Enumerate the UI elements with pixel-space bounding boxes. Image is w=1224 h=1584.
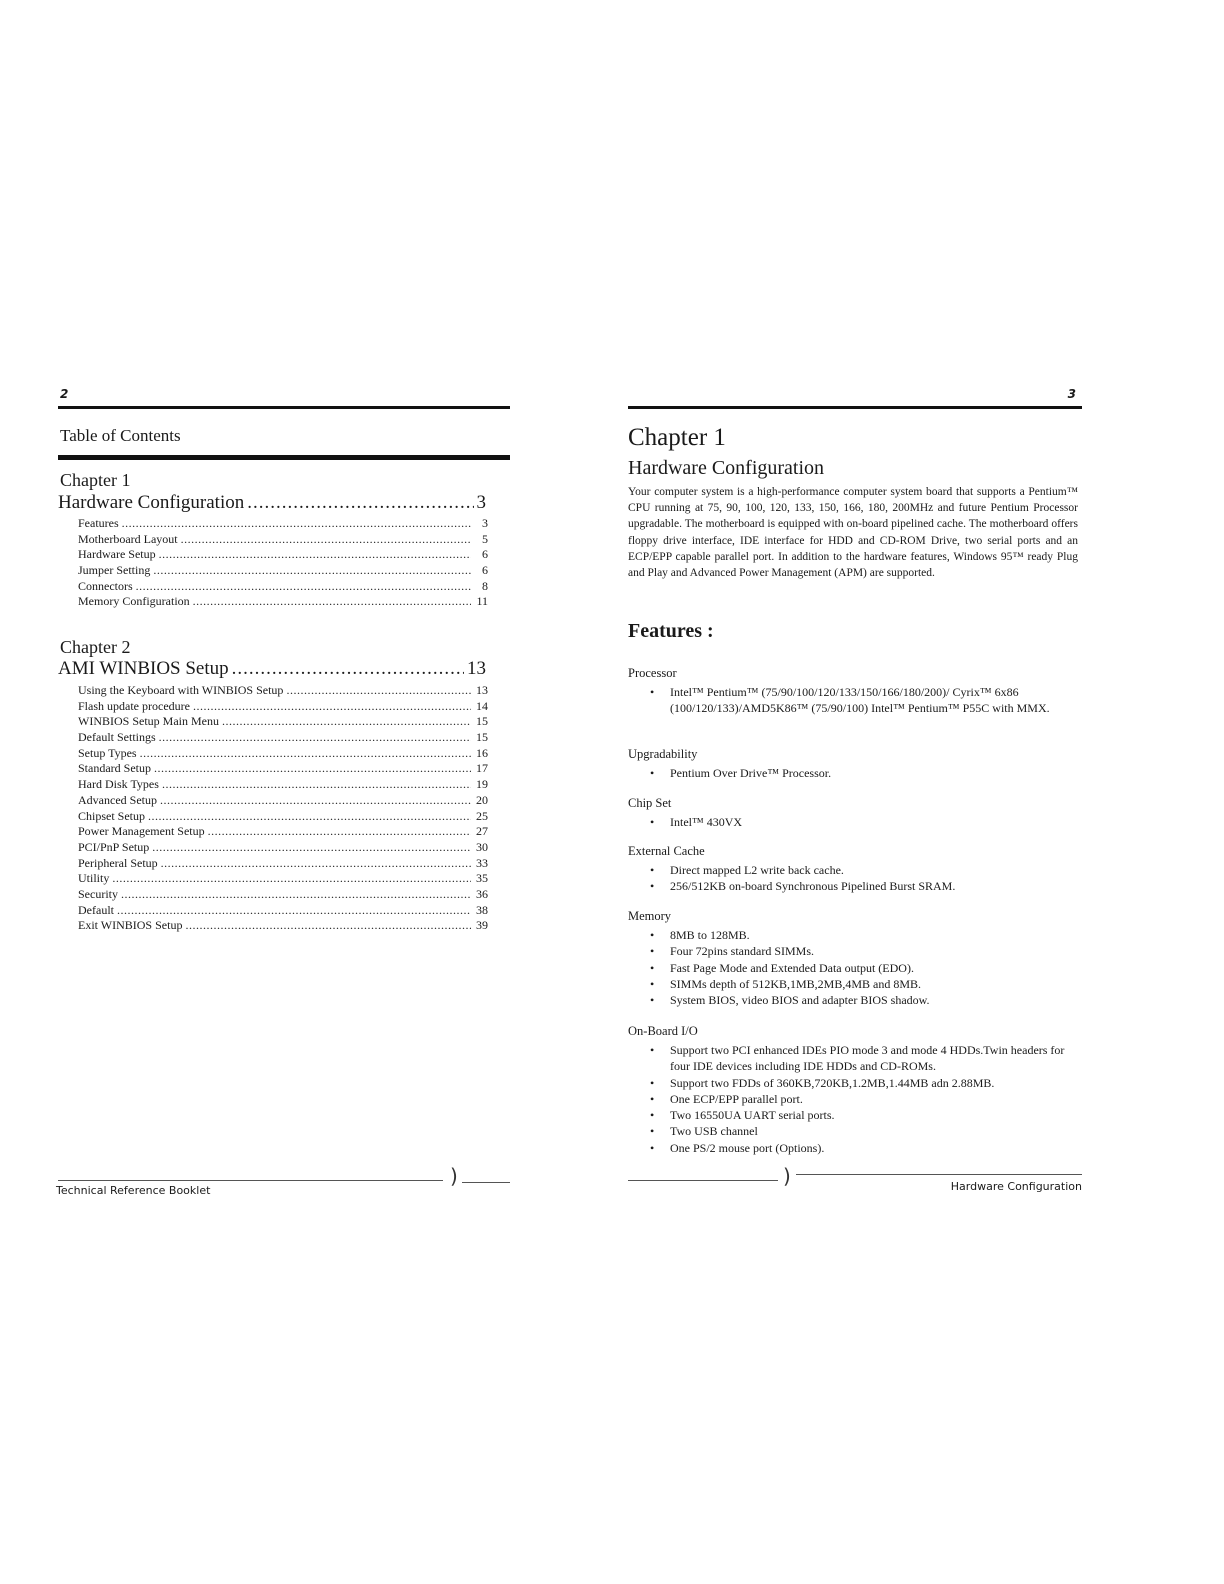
bullet-icon: • bbox=[650, 815, 655, 829]
toc-entry-page: 25 bbox=[476, 808, 488, 823]
intro-paragraph: Your computer system is a high-performance computer system board that supports a Pentium™ CPU running at 75, 90, 100, 120, 133, 150, 166, 180, 200MHz and future Pentium Processor upgradable. The motherboard is equipped with on-board pipelined cache. The motherboard offers floppy drive interface, IDE interface for HDD and CD-ROM Drive, two serial ports and an ECP/EPP capable parallel port. In addition to the hardware features, Windows 95™ ready Plug and Play and Advanced Power Management (APM) are supported. bbox=[628, 486, 1078, 580]
toc-entry-page: 6 bbox=[482, 563, 488, 578]
leader-dots bbox=[112, 871, 471, 886]
toc-entry-page: 33 bbox=[476, 855, 488, 870]
toc-entry-title: Default Settings bbox=[78, 730, 156, 745]
bullet-icon: • bbox=[650, 879, 655, 894]
toc-entry bbox=[78, 683, 488, 699]
bullet-icon: • bbox=[650, 1091, 655, 1106]
feature-item-text: Fast Page Mode and Extended Data output (EDO). bbox=[670, 960, 914, 975]
feature-item-text: Two 16550UA UART serial ports. bbox=[670, 1108, 835, 1123]
footer bbox=[56, 1164, 510, 1202]
feature-item bbox=[650, 1107, 1082, 1123]
toc-entry-title: Hard Disk Types bbox=[78, 777, 159, 792]
toc-entry bbox=[78, 809, 488, 825]
footer bbox=[628, 1164, 1082, 1193]
feature-item bbox=[650, 960, 1082, 976]
toc-entry-page: 27 bbox=[476, 824, 488, 839]
bullet-icon: • bbox=[650, 863, 655, 877]
feature-list bbox=[628, 814, 1082, 830]
leader-dots bbox=[121, 887, 471, 902]
toc-entry bbox=[78, 714, 488, 730]
features-heading: Features : bbox=[628, 620, 714, 642]
toc-entry-title: Hardware Setup bbox=[78, 547, 156, 562]
feature-group-title: On-Board I/O bbox=[628, 1024, 698, 1038]
feature-item bbox=[650, 1123, 1082, 1139]
toc-entry-title: Exit WINBIOS Setup bbox=[78, 918, 183, 933]
leader-dots bbox=[222, 714, 471, 729]
toc-chapter1-page: 3 bbox=[476, 492, 486, 513]
toc-entry bbox=[78, 840, 488, 856]
chapter2-label: Chapter 2 bbox=[60, 637, 131, 657]
feature-item-text: Two USB channel bbox=[670, 1124, 758, 1139]
toc-chapter1-heading bbox=[58, 492, 486, 514]
feature-list bbox=[628, 765, 1082, 781]
toc-title-rule bbox=[58, 455, 510, 460]
toc-chapter1-list bbox=[78, 516, 488, 610]
feature-item bbox=[650, 1091, 1082, 1107]
toc-entry bbox=[78, 918, 488, 934]
bullet-icon: • bbox=[650, 1124, 655, 1139]
leader-dots bbox=[140, 746, 471, 761]
bullet-icon: • bbox=[650, 976, 655, 991]
toc-entry-page: 15 bbox=[476, 730, 488, 745]
toc-entry-title: Features bbox=[78, 516, 119, 530]
toc-entry-title: Setup Types bbox=[78, 745, 137, 760]
feature-item bbox=[650, 1042, 1082, 1075]
toc-entry-page: 15 bbox=[476, 714, 488, 729]
feature-group bbox=[628, 666, 1082, 717]
toc-entry bbox=[78, 903, 488, 919]
bullet-icon: • bbox=[650, 960, 655, 975]
toc-entry bbox=[78, 824, 488, 840]
toc-entry bbox=[78, 594, 488, 610]
toc-entry bbox=[78, 730, 488, 746]
toc-entry-page: 36 bbox=[476, 886, 488, 901]
toc-entry bbox=[78, 563, 488, 579]
toc-entry-title: Default bbox=[78, 902, 114, 917]
footer-rule bbox=[796, 1174, 1082, 1175]
feature-list bbox=[628, 862, 1082, 895]
leader-dots bbox=[160, 793, 471, 808]
footer-rule bbox=[628, 1180, 778, 1181]
header-rule bbox=[628, 406, 1082, 409]
feature-item bbox=[650, 814, 1082, 830]
feature-list bbox=[628, 927, 1082, 1008]
bullet-icon: • bbox=[650, 685, 655, 699]
leader-dots bbox=[247, 492, 473, 514]
feature-item-text: Intel™ Pentium™ (75/90/100/120/133/150/166/180/200)/ Cyrix™ 6x86 (100/120/133)/AMD5K86™ (75/90/100) Intel™ Pentium™ P55C with MMX. bbox=[670, 685, 1050, 716]
toc-chapter1-title: Hardware Configuration bbox=[58, 492, 245, 513]
feature-item bbox=[650, 976, 1082, 992]
feature-group-title: Processor bbox=[628, 666, 677, 680]
feature-group-title: Upgradability bbox=[628, 747, 698, 761]
toc-entry-title: Advanced Setup bbox=[78, 792, 157, 807]
toc-entry-page: 11 bbox=[476, 594, 488, 609]
leader-dots bbox=[152, 840, 471, 855]
feature-item-text: One PS/2 mouse port (Options). bbox=[670, 1140, 825, 1155]
bullet-icon: • bbox=[650, 1075, 655, 1090]
leader-dots bbox=[153, 563, 471, 578]
leader-dots bbox=[162, 777, 471, 792]
toc-entry-page: 17 bbox=[476, 761, 488, 776]
toc-entry-title: Connectors bbox=[78, 578, 133, 593]
feature-item bbox=[650, 927, 1082, 943]
page-number: 3 bbox=[1067, 387, 1076, 401]
toc-entry-title: Memory Configuration bbox=[78, 594, 190, 609]
leader-dots bbox=[185, 918, 471, 933]
page-number: 2 bbox=[60, 387, 69, 401]
toc-entry-title: Using the Keyboard with WINBIOS Setup bbox=[78, 683, 284, 697]
feature-item bbox=[650, 878, 1082, 894]
toc-entry-title: Peripheral Setup bbox=[78, 855, 158, 870]
toc-entry bbox=[78, 699, 488, 715]
leader-dots bbox=[181, 532, 471, 547]
leader-dots bbox=[148, 809, 471, 824]
leader-dots bbox=[154, 761, 471, 776]
bullet-icon: • bbox=[650, 1108, 655, 1123]
feature-item-text: One ECP/EPP parallel port. bbox=[670, 1091, 803, 1106]
feature-item-text: Direct mapped L2 write back cache. bbox=[670, 863, 844, 877]
feature-group bbox=[628, 909, 1082, 1008]
toc-entry bbox=[78, 746, 488, 762]
toc-entry-page: 39 bbox=[476, 918, 488, 933]
feature-group-title: Chip Set bbox=[628, 796, 672, 810]
feature-group-title: Memory bbox=[628, 909, 672, 923]
leader-dots bbox=[117, 903, 471, 918]
feature-item-text: 256/512KB on-board Synchronous Pipelined Burst SRAM. bbox=[670, 879, 956, 894]
bullet-icon: • bbox=[650, 993, 655, 1008]
feature-item-text: Four 72pins standard SIMMs. bbox=[670, 944, 815, 959]
bullet-icon: • bbox=[650, 944, 655, 959]
feature-item-text: 8MB to 128MB. bbox=[670, 928, 750, 942]
feature-item bbox=[650, 862, 1082, 878]
toc-chapter2-list bbox=[78, 683, 488, 934]
toc-entry-page: 6 bbox=[482, 547, 488, 562]
toc-entry-title: PCI/PnP Setup bbox=[78, 839, 150, 854]
toc-chapter2-title: AMI WINBIOS Setup bbox=[58, 658, 229, 679]
feature-item bbox=[650, 992, 1082, 1008]
bullet-icon: • bbox=[650, 766, 655, 780]
feature-item bbox=[650, 684, 1082, 717]
chapter-subtitle: Hardware Configuration bbox=[628, 457, 825, 479]
toc-entry-title: Jumper Setting bbox=[78, 563, 151, 578]
footer-text: Hardware Configuration bbox=[950, 1180, 1082, 1193]
leader-dots bbox=[208, 824, 471, 839]
footer-bracket: ) bbox=[450, 1164, 458, 1188]
toc-entry-page: 20 bbox=[476, 792, 488, 807]
feature-item bbox=[650, 1140, 1082, 1156]
leader-dots bbox=[136, 579, 471, 594]
toc-entry bbox=[78, 516, 488, 532]
toc-entry bbox=[78, 761, 488, 777]
footer-rule bbox=[58, 1180, 443, 1181]
toc-entry-page: 35 bbox=[476, 871, 488, 886]
feature-group-title: External Cache bbox=[628, 844, 705, 858]
leader-dots bbox=[232, 658, 464, 680]
toc-entry-title: Flash update procedure bbox=[78, 698, 190, 713]
toc-entry bbox=[78, 887, 488, 903]
leader-dots bbox=[159, 547, 471, 562]
leader-dots bbox=[122, 516, 471, 531]
feature-item-text: Pentium Over Drive™ Processor. bbox=[670, 766, 832, 780]
feature-item bbox=[650, 943, 1082, 959]
footer-rule bbox=[462, 1182, 510, 1183]
leader-dots bbox=[193, 699, 471, 714]
feature-group bbox=[628, 844, 1082, 895]
toc-entry bbox=[78, 793, 488, 809]
toc-title: Table of Contents bbox=[60, 426, 181, 445]
toc-entry-title: Utility bbox=[78, 871, 110, 886]
toc-entry bbox=[78, 547, 488, 563]
toc-entry bbox=[78, 532, 488, 548]
left-page bbox=[58, 0, 510, 1584]
toc-entry bbox=[78, 871, 488, 887]
feature-group bbox=[628, 796, 1082, 830]
toc-chapter2-page: 13 bbox=[467, 658, 486, 679]
feature-list bbox=[628, 1042, 1082, 1156]
toc-entry-page: 14 bbox=[476, 698, 488, 713]
feature-item bbox=[650, 1075, 1082, 1091]
feature-item-text: Support two FDDs of 360KB,720KB,1.2MB,1.44MB adn 2.88MB. bbox=[670, 1075, 995, 1090]
toc-entry-page: 3 bbox=[482, 516, 488, 530]
feature-group bbox=[628, 747, 1082, 781]
toc-entry bbox=[78, 579, 488, 595]
header-rule bbox=[58, 406, 510, 409]
leader-dots bbox=[286, 683, 471, 698]
toc-entry bbox=[78, 856, 488, 872]
toc-entry-page: 5 bbox=[482, 531, 488, 546]
toc-entry-page: 38 bbox=[476, 902, 488, 917]
toc-entry-page: 8 bbox=[482, 578, 488, 593]
feature-item-text: System BIOS, video BIOS and adapter BIOS shadow. bbox=[670, 993, 930, 1008]
footer-text: Technical Reference Booklet bbox=[56, 1184, 211, 1197]
leader-dots bbox=[193, 594, 471, 609]
chapter-title: Chapter 1 bbox=[628, 424, 726, 451]
toc-entry-title: Power Management Setup bbox=[78, 824, 205, 839]
leader-dots bbox=[161, 856, 471, 871]
feature-item-text: Intel™ 430VX bbox=[670, 815, 743, 829]
bullet-icon: • bbox=[650, 1043, 655, 1057]
feature-list bbox=[628, 684, 1082, 717]
chapter1-label: Chapter 1 bbox=[60, 470, 131, 490]
toc-entry-title: Standard Setup bbox=[78, 761, 151, 776]
feature-item-text: Support two PCI enhanced IDEs PIO mode 3 and mode 4 HDDs.Twin headers for four IDE devices including IDE HDDs and CD-ROMs. bbox=[670, 1043, 1065, 1074]
feature-group bbox=[628, 1024, 1082, 1156]
right-page bbox=[628, 0, 1082, 1584]
bullet-icon: • bbox=[650, 1140, 655, 1155]
bullet-icon: • bbox=[650, 928, 655, 942]
toc-entry-page: 19 bbox=[476, 777, 488, 792]
toc-entry-title: WINBIOS Setup Main Menu bbox=[78, 714, 219, 729]
toc-chapter2-heading bbox=[58, 658, 486, 680]
feature-item-text: SIMMs depth of 512KB,1MB,2MB,4MB and 8MB. bbox=[670, 976, 922, 991]
feature-item bbox=[650, 765, 1082, 781]
toc-entry-page: 30 bbox=[476, 839, 488, 854]
toc-entry-page: 16 bbox=[476, 745, 488, 760]
toc-entry-page: 13 bbox=[476, 683, 488, 697]
toc-entry-title: Security bbox=[78, 886, 118, 901]
toc-entry-title: Chipset Setup bbox=[78, 808, 146, 823]
toc-entry bbox=[78, 777, 488, 793]
footer-bracket: ) bbox=[783, 1164, 791, 1188]
leader-dots bbox=[159, 730, 471, 745]
toc-entry-title: Motherboard Layout bbox=[78, 531, 178, 546]
